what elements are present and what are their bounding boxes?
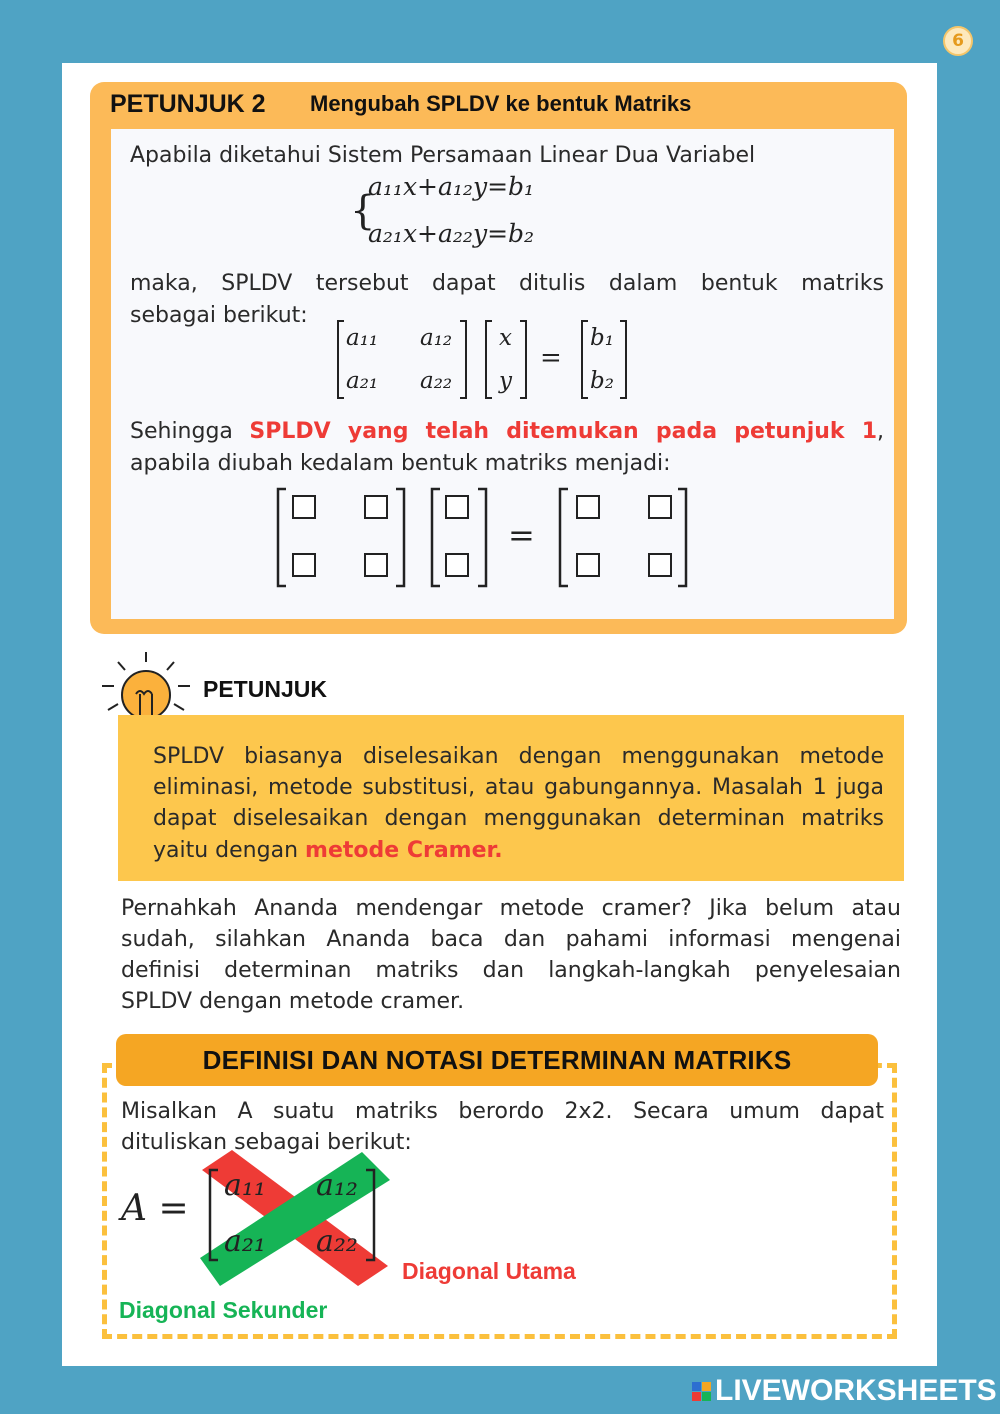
sehingga-text: Sehingga <box>130 419 233 444</box>
answer-x-input[interactable] <box>445 495 469 519</box>
cramer-line-2: sudah, silahkan Ananda baca dan pahami informasi mengenai <box>121 927 901 952</box>
matrix-x: x <box>499 325 512 351</box>
petunjuk2-subtitle: Mengubah SPLDV ke bentuk Matriks <box>310 91 692 116</box>
brand-name: LIVEWORKSHEETS <box>715 1374 997 1407</box>
equation-2: a₂₁x+a₂₂y=b₂ <box>368 219 535 248</box>
diagonal-marks <box>190 1148 400 1288</box>
paragraph-matrix-intro: maka, SPLDV tersebut dapat ditulis dalam bentuk matriks <box>130 271 884 296</box>
petunjuk-line-3: dapat diselesaikan dengan menggunakan determinan matriks <box>153 806 884 831</box>
petunjuk-title: PETUNJUK <box>203 676 327 702</box>
liveworksheets-logo-icon <box>692 1382 711 1401</box>
left-brace: { <box>350 188 376 234</box>
answer-y-input[interactable] <box>445 553 469 577</box>
paragraph-matrix-intro-2: sebagai berikut: <box>130 303 308 328</box>
sehingga-comma: , <box>877 419 884 444</box>
paragraph-sehingga <box>130 416 884 447</box>
answer-b12-input[interactable] <box>648 495 672 519</box>
definisi-line-2: dituliskan sebagai berikut: <box>121 1130 412 1155</box>
answer-a12-input[interactable] <box>364 495 388 519</box>
matrix-b2: b₂ <box>590 368 614 394</box>
definisi-line-1: Misalkan A suatu matriks berordo 2x2. Secara umum dapat <box>121 1099 884 1124</box>
matrix-A-label: A = <box>121 1188 189 1229</box>
matrix-b1: b₁ <box>590 325 614 351</box>
definisi-title: DEFINISI DAN NOTASI DETERMINAN MATRIKS <box>116 1034 878 1086</box>
sehingga-highlight: SPLDV yang telah ditemukan pada petunjuk 1 <box>249 419 877 444</box>
petunjuk-line-2: eliminasi, metode substitusi, atau gabungannya. Masalah 1 juga <box>153 775 884 800</box>
def-a12: a₁₂ <box>316 1168 358 1203</box>
answer-a11-input[interactable] <box>292 495 316 519</box>
equation-1: a₁₁x+a₁₂y=b₁ <box>368 172 535 201</box>
def-a22: a₂₂ <box>316 1224 358 1259</box>
matrix-a21: a₂₁ <box>346 368 379 394</box>
answer-b22-input[interactable] <box>648 553 672 577</box>
def-a21: a₂₁ <box>224 1224 266 1259</box>
diagonal-utama-label: Diagonal Utama <box>402 1258 576 1284</box>
petunjuk-line-4-text: yaitu dengan <box>153 838 299 863</box>
answer-a22-input[interactable] <box>364 553 388 577</box>
matrix-a11: a₁₁ <box>346 325 379 351</box>
answer-equals: = <box>508 516 535 554</box>
liveworksheets-brand <box>692 1374 997 1408</box>
answer-a21-input[interactable] <box>292 553 316 577</box>
diagonal-sekunder-label: Diagonal Sekunder <box>119 1297 328 1323</box>
cramer-line-3: definisi determinan matriks dan langkah-langkah penyelesaian <box>121 958 901 983</box>
matrix-y: y <box>499 368 512 394</box>
matrix-a22: a₂₂ <box>420 368 453 394</box>
answer-b21-input[interactable] <box>576 553 600 577</box>
answer-b11-input[interactable] <box>576 495 600 519</box>
intro-text: Apabila diketahui Sistem Persamaan Linear Dua Variabel <box>130 143 756 168</box>
matrix-equals: = <box>540 343 562 373</box>
paragraph-sehingga-2: apabila diubah kedalam bentuk matriks menjadi: <box>130 451 671 476</box>
cramer-line-1: Pernahkah Ananda mendengar metode cramer? Jika belum atau <box>121 896 901 921</box>
cramer-line-4: SPLDV dengan metode cramer. <box>121 989 465 1014</box>
page-number-badge: 6 <box>943 26 973 56</box>
answer-matrix-brackets <box>270 486 700 590</box>
def-a11: a₁₁ <box>224 1168 266 1203</box>
matrix-a12: a₁₂ <box>420 325 453 351</box>
petunjuk2-title: PETUNJUK 2 <box>110 90 266 118</box>
petunjuk-line-1: SPLDV biasanya diselesaikan dengan menggunakan metode <box>153 744 884 769</box>
petunjuk-line-4 <box>153 835 503 866</box>
metode-cramer-highlight: metode Cramer. <box>305 838 503 863</box>
